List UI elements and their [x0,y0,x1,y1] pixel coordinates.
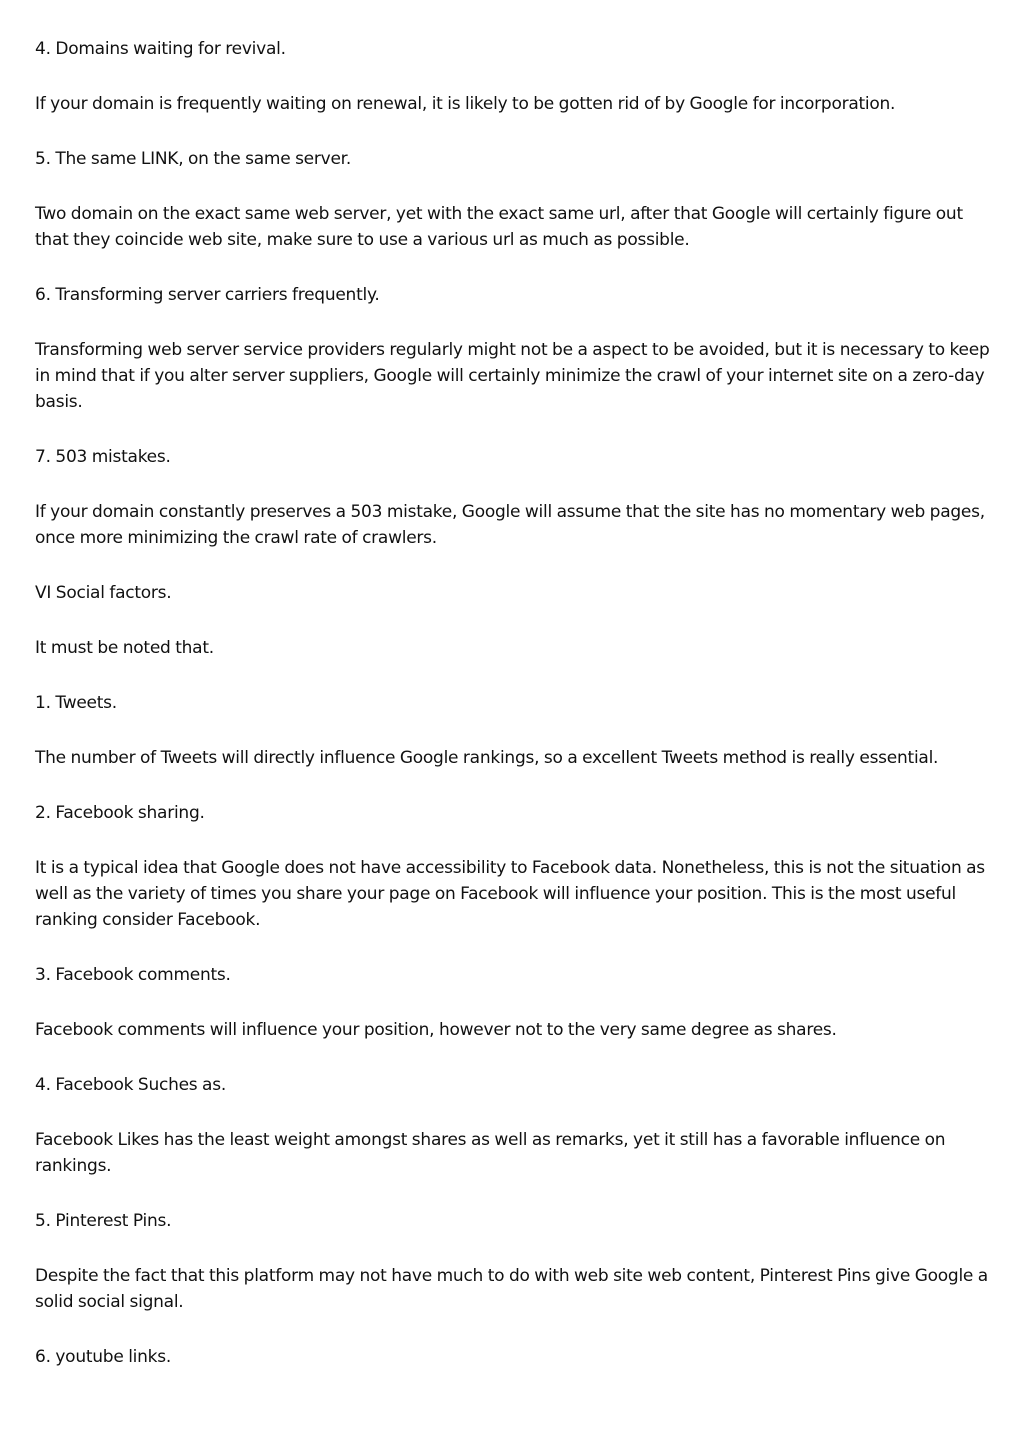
paragraph-pinterest-pins: Despite the fact that this platform may not have much to do with web site web content, Pinterest Pins give Google a solid social signal. [35,1266,988,1312]
paragraph-facebook-comments: Facebook comments will influence your position, however not to the very same degree as shares. [35,1020,837,1040]
paragraph-tweets: The number of Tweets will directly influence Google rankings, so a excellent Tweets method is really essential. [35,748,939,768]
paragraph-renewal: If your domain is frequently waiting on renewal, it is likely to be gotten rid of by Google for incorporation. [35,94,896,114]
heading-same-link-same-server: 5. The same LINK, on the same server. [35,149,351,169]
heading-facebook-likes: 4. Facebook Suches as. [35,1075,226,1095]
heading-pinterest-pins: 5. Pinterest Pins. [35,1211,172,1231]
heading-facebook-sharing: 2. Facebook sharing. [35,803,205,823]
paragraph-facebook-sharing: It is a typical idea that Google does not have accessibility to Facebook data. Nonetheless, this is not the situation as well as the variety of times you share your page on Facebook will influence your position. This is the most useful ranking consider Facebook. [35,858,985,930]
heading-social-factors: VI Social factors. [35,583,172,603]
heading-domains-waiting-for-revival: 4. Domains waiting for revival. [35,39,286,59]
heading-facebook-comments: 3. Facebook comments. [35,965,231,985]
paragraph-503: If your domain constantly preserves a 503 mistake, Google will assume that the site has no momentary web pages, once more minimizing the crawl rate of crawlers. [35,502,985,548]
paragraph-facebook-likes: Facebook Likes has the least weight amongst shares as well as remarks, yet it still has a favorable influence on rankings. [35,1130,946,1176]
paragraph-server-providers: Transforming web server service providers regularly might not be a aspect to be avoided, but it is necessary to keep in mind that if you alter server suppliers, Google will certainly minimize the crawl of your internet site on a zero-day basis. [35,340,990,412]
heading-503-mistakes: 7. 503 mistakes. [35,447,171,467]
paragraph-must-be-noted: It must be noted that. [35,638,214,658]
heading-youtube-links: 6. youtube links. [35,1347,172,1367]
document-page [35,36,995,1399]
heading-transforming-server-carriers: 6. Transforming server carriers frequently. [35,285,380,305]
paragraph-same-url: Two domain on the exact same web server, yet with the exact same url, after that Google will certainly figure out that they coincide web site, make sure to use a various url as much as possible. [35,204,963,250]
heading-tweets: 1. Tweets. [35,693,117,713]
